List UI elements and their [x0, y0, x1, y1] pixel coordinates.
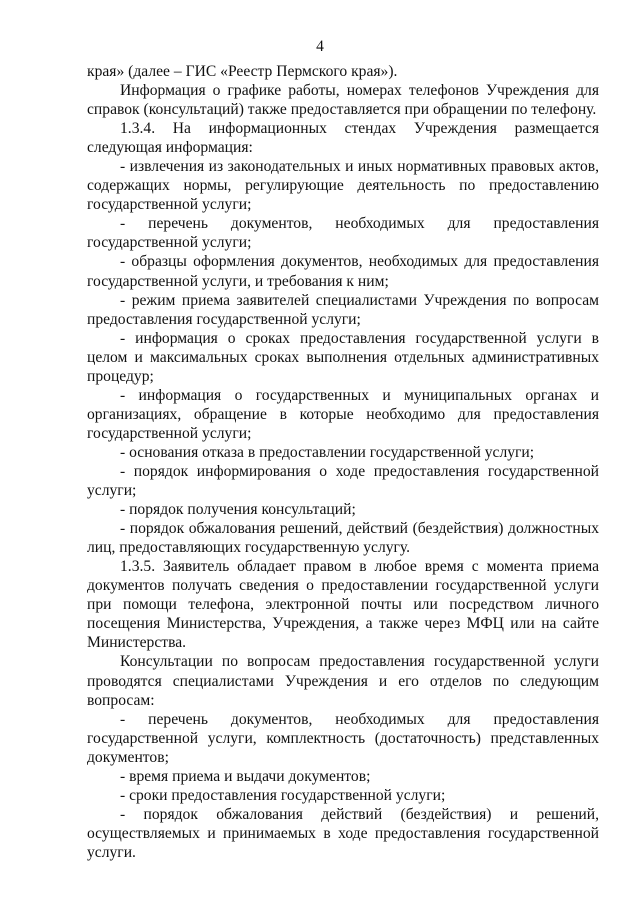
- paragraph: - информация о сроках предоставления государственной услуги в целом и максимальных сроках выполнения отдельных административных процедур;: [87, 329, 599, 385]
- paragraph: - сроки предоставления государственной услуги;: [120, 786, 446, 804]
- paragraph: - порядок обжалования решений, действий (бездействия) должностных лиц, предоставляющих государственную услугу.: [87, 520, 599, 557]
- paragraph: 1.3.5. Заявитель обладает правом в любое время с момента приема документов получать сведения о предоставлении государственной услуги при помощи телефона, электронной почты или посредством личного посещения Министерства, Учреждения, а также через МФЦ или на сайте Министерства.: [87, 558, 599, 652]
- paragraph: - режим приема заявителей специалистами Учреждения по вопросам предоставления государственной услуги;: [87, 291, 599, 328]
- paragraph: - информация о государственных и муниципальных органах и организациях, обращение в которые необходимо для предоставления государственной услуги;: [87, 386, 599, 442]
- page-number: 4: [316, 38, 324, 55]
- paragraph: - извлечения из законодательных и иных нормативных правовых актов, содержащих нормы, регулирующие деятельность по предоставлению государственной услуги;: [87, 158, 599, 214]
- paragraph: - порядок получения консультаций;: [120, 501, 356, 519]
- paragraph: - время приема и выдачи документов;: [120, 767, 371, 785]
- paragraph: края» (далее – ГИС «Реестр Пермского края»).: [87, 63, 398, 80]
- paragraph: - основания отказа в предоставлении государственной услуги;: [120, 443, 535, 461]
- paragraph: - образцы оформления документов, необходимых для предоставления государственной услуги, и требования к ним;: [87, 253, 599, 290]
- paragraph: Консультации по вопросам предоставления государственной услуги проводятся специалистами Учреждения и его отделов по следующим вопросам:: [87, 653, 599, 709]
- paragraph: 1.3.4. На информационных стендах Учреждения размещается следующая информация:: [87, 120, 599, 157]
- paragraph: - порядок обжалования действий (бездействия) и решений, осуществляемых и принимаемых в ходе предоставления государственной услуги.: [87, 805, 599, 861]
- document-body: [87, 62, 599, 862]
- paragraph: - порядок информирования о ходе предоставления государственной услуги;: [87, 462, 599, 500]
- paragraph: - перечень документов, необходимых для предоставления государственной услуги, комплектность (достаточность) представленных документов;: [87, 710, 599, 766]
- paragraph: Информация о графике работы, номерах телефонов Учреждения для справок (консультаций) также предоставляется при обращении по телефону.: [87, 82, 599, 119]
- paragraph: - перечень документов, необходимых для предоставления государственной услуги;: [87, 215, 599, 252]
